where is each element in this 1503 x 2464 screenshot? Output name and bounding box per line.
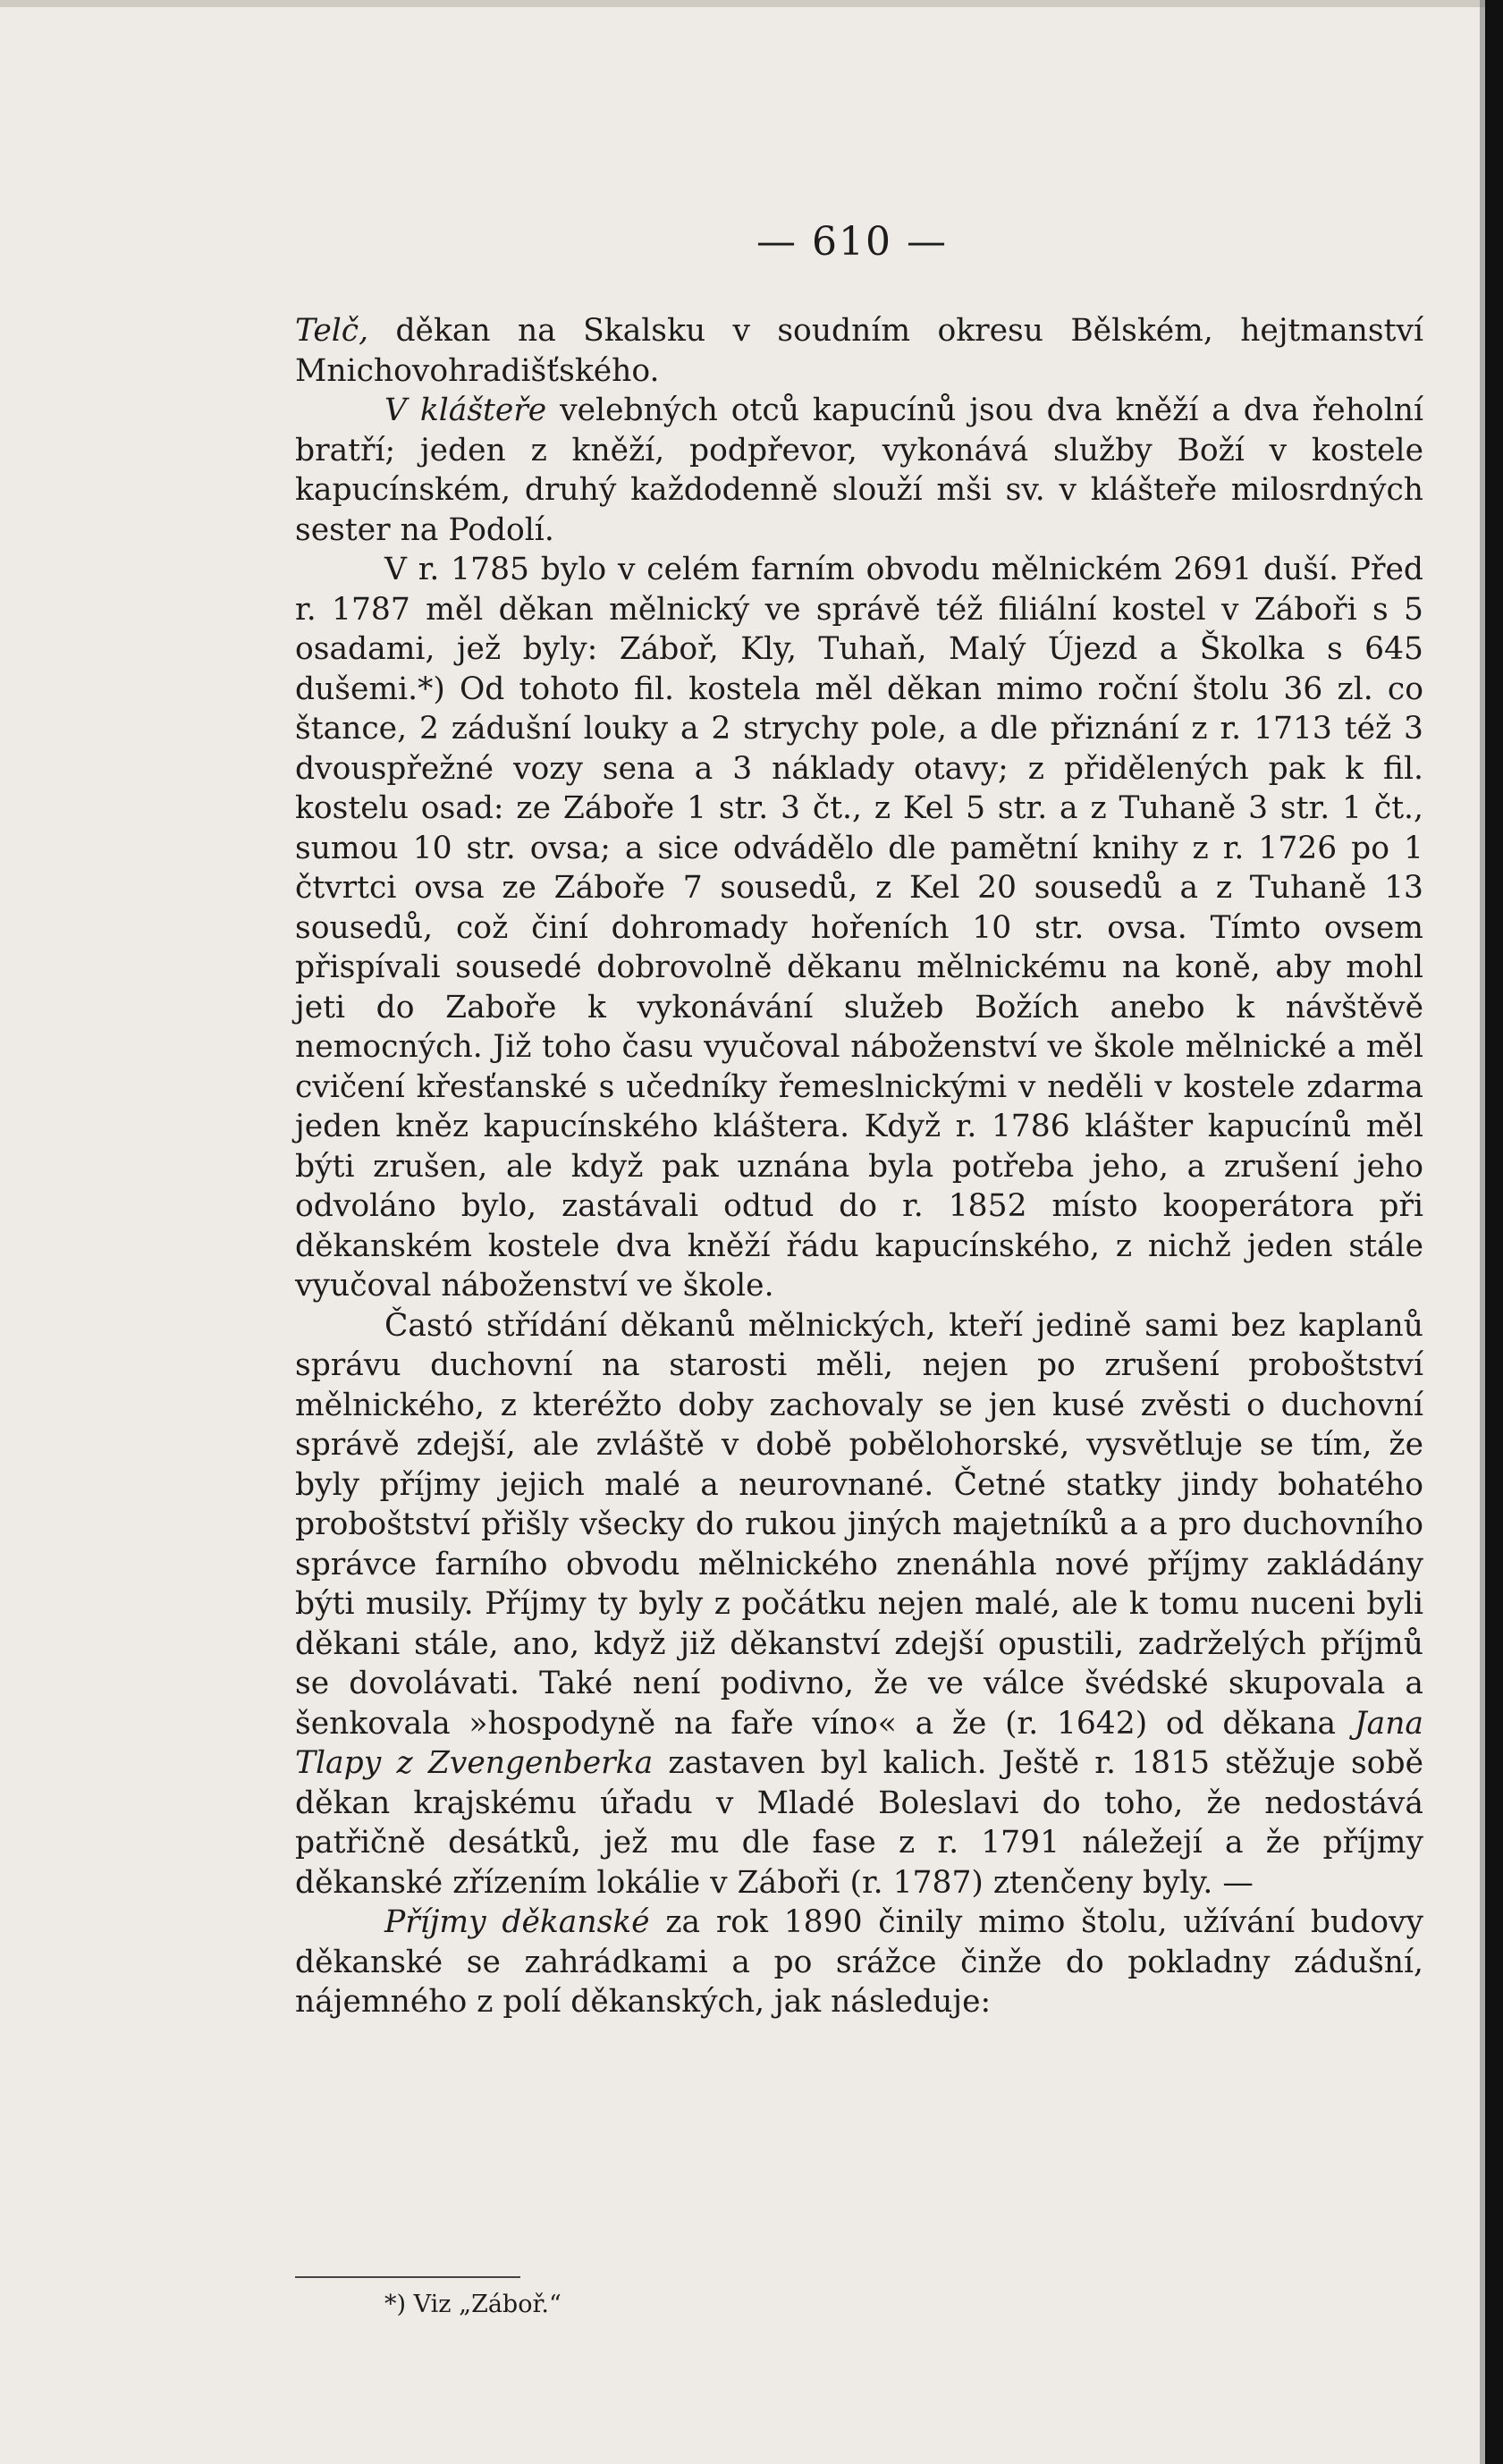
page-top-edge [0,0,1503,7]
paragraph [295,311,1423,391]
paragraph [295,1903,1423,2022]
body-text [295,311,1423,2022]
text-run: V r. 1785 bylo v celém farním obvodu mělnickém 2691 duší. Před r. 1787 měl děkan mělnický ve správě též filiální kostel v Záboři s 5 osadami, jež byly: Záboř, Kly, Tuhaň, Malý Újezd a Školka s 645 dušemi.*) Od tohoto fil. kostela měl děkan mimo roční štolu 36 zl. co štance, 2 zádušní louky a 2 strychy pole, a dle přiznání z r. 1713 též 3 dvouspřežné vozy sena a 3 náklady otavy; z přidělených pak k fil. kostelu osad: ze Záboře 1 str. 3 čt., z Kel 5 str. a z Tuhaně 3 str. 1 čt., sumou 10 str. ovsa; a sice odvádělo dle pamětní knihy z r. 1726 po 1 čtvrtci ovsa ze Záboře 7 sousedů, z Kel 20 sousedů a z Tuhaně 13 sousedů, což činí dohromady hořeních 10 str. ovsa. Tímto ovsem přispívali sousedé dobrovolně děkanu mělnickému na koně, aby mohl jeti do Zaboře k vykonávání služeb Božích anebo k návštěvě nemocných. Již toho času vyučoval náboženství ve škole mělnické a měl cvičení křesťanské s učedníky řemeslnickými v neděli v kostele zdarma jeden kněz kapucínského kláštera. Když r. 1786 klášter kapucínů měl býti zrušen, ale když pak uznána byla potřeba jeho, a zrušení jeho odvoláno bylo, zastávali odtud do r. 1852 místo kooperátora při děkanském kostele dva kněží řádu kapucínského, z nichž jeden stále vyučoval náboženství ve škole. [295,552,1423,1304]
paragraph [295,391,1423,550]
scan-border [1485,0,1503,2464]
italic-text: Příjmy děkanské [384,1904,650,1940]
footnote-rule [295,2276,520,2278]
italic-text: Jana Tlapy z Zvengenberka [295,1705,1423,1781]
text-run: Častó střídání děkanů mělnických, kteří jedině sami bez kaplanů správu duchovní na starosti měli, nejen po zrušení proboštství mělnického, z kteréžto doby zachovaly se jen kusé zvěsti o duchovní správě zdejší, ale zvláště v době pobělohorské, vysvětluje se tím, že byly příjmy jejich malé a neurovnané. Četné statky jindy bohatého proboštství přišly všecky do rukou jiných majetníků a a pro duchovního správce farního obvodu mělnického znenáhla nové příjmy zakládány býti musily. Příjmy ty byly z počátku nejen malé, ale k tomu nuceni byli děkani stále, ano, když již děkanství zdejší opustili, zadrželých příjmů se dovolávati. Také není podivno, že ve válce švédské skupovala a šenkovala »hospodyně na faře víno« a že (r. 1642) od děkana [295,1307,1423,1742]
italic-text: V klášteře [384,392,547,428]
text-run: za rok 1890 činily mimo štolu, užívání budovy děkanské se zahrádkami a po srážce činže do pokladny zádušní, nájemného z polí děkanských, jak následuje: [295,1904,1423,2020]
text-run: zastaven byl kalich. Ještě r. 1815 stěžuje sobě děkan krajskému úřadu v Mladé Boleslavi do toho, že nedostává patřičně desátků, jež mu dle fase z r. 1791 náležejí a že příjmy děkanské zřízením lokálie v Záboři (r. 1787) ztenčeny byly. — [295,1745,1423,1901]
italic-text: Telč, [295,313,369,349]
paragraph [295,1306,1423,1903]
footnote: *) Viz „Záboř.“ [384,2291,562,2318]
page-number: — 610 — [756,219,948,265]
text-run: velebných otců kapucínů jsou dva kněží a dva řeholní bratří; jeden z kněží, podpřevor, vykonává služby Boží v kostele kapucínském, druhý každodenně slouží mši sv. v klášteře milosrdných sester na Podolí. [295,392,1423,548]
paragraph [295,550,1423,1306]
text-run: děkan na Skalsku v soudním okresu Bělském, hejtmanství Mnichovohradišťského. [295,313,1423,389]
